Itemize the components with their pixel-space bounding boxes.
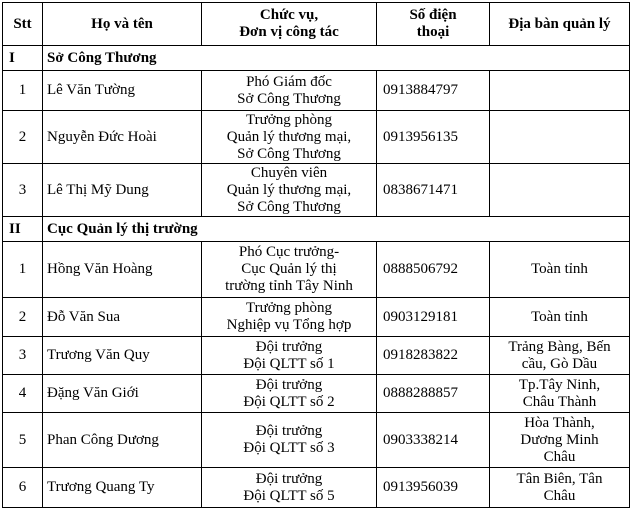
table-row	[3, 413, 630, 468]
cell-phone: 0918283822	[377, 337, 490, 375]
cell-area: Tp.Tây Ninh, Châu Thành	[490, 375, 630, 413]
cell-name: Phan Công Dương	[43, 413, 202, 468]
cell-stt: 3	[3, 164, 43, 217]
cell-area: Trảng Bàng, Bến cầu, Gò Dầu	[490, 337, 630, 375]
header-position: Chức vụ, Đơn vị công tác	[202, 3, 377, 46]
cell-area: Tân Biên, Tân Châu	[490, 468, 630, 508]
cell-phone: 0913884797	[377, 71, 490, 111]
contact-table	[2, 2, 630, 508]
section-title: Cục Quản lý thị trường	[43, 217, 630, 242]
cell-stt: 1	[3, 71, 43, 111]
cell-position: Trưởng phòng Nghiệp vụ Tổng hợp	[202, 298, 377, 337]
cell-stt: 5	[3, 413, 43, 468]
cell-position: Đội trưởng Đội QLTT số 2	[202, 375, 377, 413]
table-row	[3, 71, 630, 111]
cell-phone: 0888288857	[377, 375, 490, 413]
table-row	[3, 375, 630, 413]
cell-stt: 2	[3, 111, 43, 164]
cell-phone: 0903338214	[377, 413, 490, 468]
cell-position: Chuyên viên Quản lý thương mại, Sở Công Thương	[202, 164, 377, 217]
cell-name: Nguyễn Đức Hoài	[43, 111, 202, 164]
cell-name: Lê Văn Tường	[43, 71, 202, 111]
table-row	[3, 468, 630, 508]
contact-table-wrapper	[2, 2, 630, 508]
cell-phone: 0903129181	[377, 298, 490, 337]
cell-position: Đội trưởng Đội QLTT số 5	[202, 468, 377, 508]
cell-area: Toàn tỉnh	[490, 242, 630, 298]
cell-stt: 4	[3, 375, 43, 413]
section-code: I	[3, 46, 43, 71]
cell-position: Trưởng phòng Quản lý thương mại, Sở Công Thương	[202, 111, 377, 164]
table-row	[3, 242, 630, 298]
cell-name: Đỗ Văn Sua	[43, 298, 202, 337]
header-row	[3, 3, 630, 46]
cell-area: Hòa Thành, Dương Minh Châu	[490, 413, 630, 468]
header-name: Họ và tên	[43, 3, 202, 46]
cell-name: Trương Quang Ty	[43, 468, 202, 508]
cell-position: Đội trưởng Đội QLTT số 3	[202, 413, 377, 468]
cell-stt: 2	[3, 298, 43, 337]
section-code: II	[3, 217, 43, 242]
cell-phone: 0913956039	[377, 468, 490, 508]
cell-phone: 0838671471	[377, 164, 490, 217]
cell-stt: 1	[3, 242, 43, 298]
section-row	[3, 46, 630, 71]
header-phone: Số điện thoại	[377, 3, 490, 46]
header-stt: Stt	[3, 3, 43, 46]
cell-stt: 6	[3, 468, 43, 508]
section-title: Sở Công Thương	[43, 46, 630, 71]
cell-position: Phó Cục trưởng- Cục Quản lý thị trường tỉnh Tây Ninh	[202, 242, 377, 298]
cell-name: Trương Văn Quy	[43, 337, 202, 375]
cell-position: Phó Giám đốc Sở Công Thương	[202, 71, 377, 111]
cell-area	[490, 111, 630, 164]
table-row	[3, 164, 630, 217]
section-row	[3, 217, 630, 242]
cell-name: Hồng Văn Hoàng	[43, 242, 202, 298]
table-row	[3, 337, 630, 375]
cell-area: Toàn tỉnh	[490, 298, 630, 337]
cell-name: Lê Thị Mỹ Dung	[43, 164, 202, 217]
cell-phone: 0913956135	[377, 111, 490, 164]
header-area: Địa bàn quản lý	[490, 3, 630, 46]
cell-stt: 3	[3, 337, 43, 375]
cell-area	[490, 71, 630, 111]
cell-name: Đặng Văn Giới	[43, 375, 202, 413]
cell-area	[490, 164, 630, 217]
table-row	[3, 111, 630, 164]
cell-position: Đội trưởng Đội QLTT số 1	[202, 337, 377, 375]
cell-phone: 0888506792	[377, 242, 490, 298]
table-row	[3, 298, 630, 337]
